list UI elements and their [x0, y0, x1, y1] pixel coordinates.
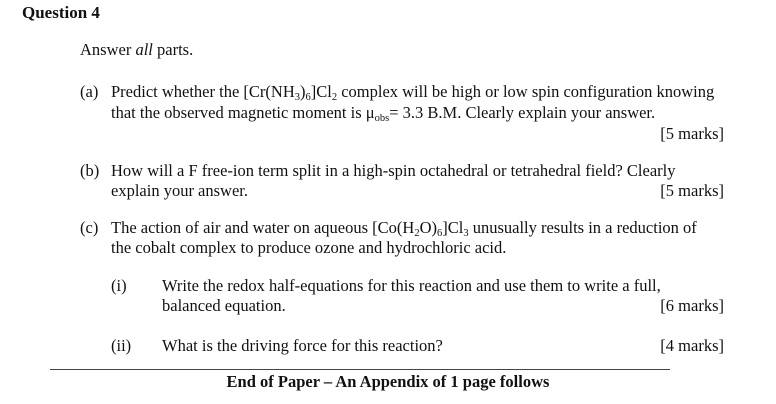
- divider: [50, 369, 670, 370]
- subscript: 6: [436, 228, 443, 239]
- part-a-text: ): [299, 82, 306, 101]
- part-b-label: (b): [80, 161, 100, 180]
- sub-ii-label: (ii): [111, 336, 132, 355]
- subscript: 2: [331, 92, 338, 103]
- part-c-text: The action of air and water on aqueous [Co(H: [111, 218, 415, 237]
- subscript: 3: [294, 92, 300, 103]
- part-c-label: (c): [80, 218, 99, 237]
- part-a-line-1: [111, 82, 714, 102]
- part-c-text: unusually results in a reduction of: [468, 218, 697, 237]
- subscript: 2: [414, 228, 420, 239]
- part-a-label: (a): [80, 82, 99, 101]
- subscript: 3: [463, 228, 469, 239]
- end-of-paper-footer: End of Paper – An Appendix of 1 page follows: [226, 372, 550, 391]
- part-a-text: = 3.3 B.M. Clearly explain your answer.: [389, 103, 656, 122]
- part-b-line-1: How will a F free-ion term split in a high-spin octahedral or tetrahedral field? Clearly: [111, 161, 676, 180]
- part-c-text: ]Cl: [442, 218, 464, 237]
- sub-i-line-1: Write the redox half-equations for this reaction and use them to write a full,: [162, 276, 661, 295]
- sub-ii-line-1: What is the driving force for this reaction?: [162, 336, 443, 355]
- part-a-text: Predict whether the [Cr(NH: [111, 82, 295, 101]
- question-title: Question 4: [22, 3, 100, 22]
- part-c-line-1: [111, 218, 697, 238]
- part-a-text: complex will be high or low spin configuration knowing: [337, 82, 715, 101]
- part-c-line-2: the cobalt complex to produce ozone and hydrochloric acid.: [111, 238, 507, 257]
- subscript: obs: [374, 113, 390, 124]
- sub-ii-marks: [4 marks]: [660, 336, 724, 355]
- instruction: [80, 40, 193, 60]
- part-a-text: ]Cl: [310, 82, 332, 101]
- part-b-line-2: explain your answer.: [111, 181, 249, 200]
- instruction-suffix: parts.: [152, 40, 194, 59]
- part-c-text: O): [419, 218, 437, 237]
- instruction-emphasis: all: [135, 40, 153, 59]
- sub-i-label: (i): [111, 276, 127, 295]
- part-a-line-2: [111, 103, 655, 123]
- sub-i-line-2: balanced equation.: [162, 296, 286, 315]
- part-b-marks: [5 marks]: [660, 181, 724, 200]
- part-a-text: that the observed magnetic moment is μ: [111, 103, 375, 122]
- subscript: 6: [305, 92, 311, 103]
- sub-i-marks: [6 marks]: [660, 296, 724, 315]
- part-a-marks: [5 marks]: [660, 124, 724, 143]
- instruction-prefix: Answer: [80, 40, 136, 59]
